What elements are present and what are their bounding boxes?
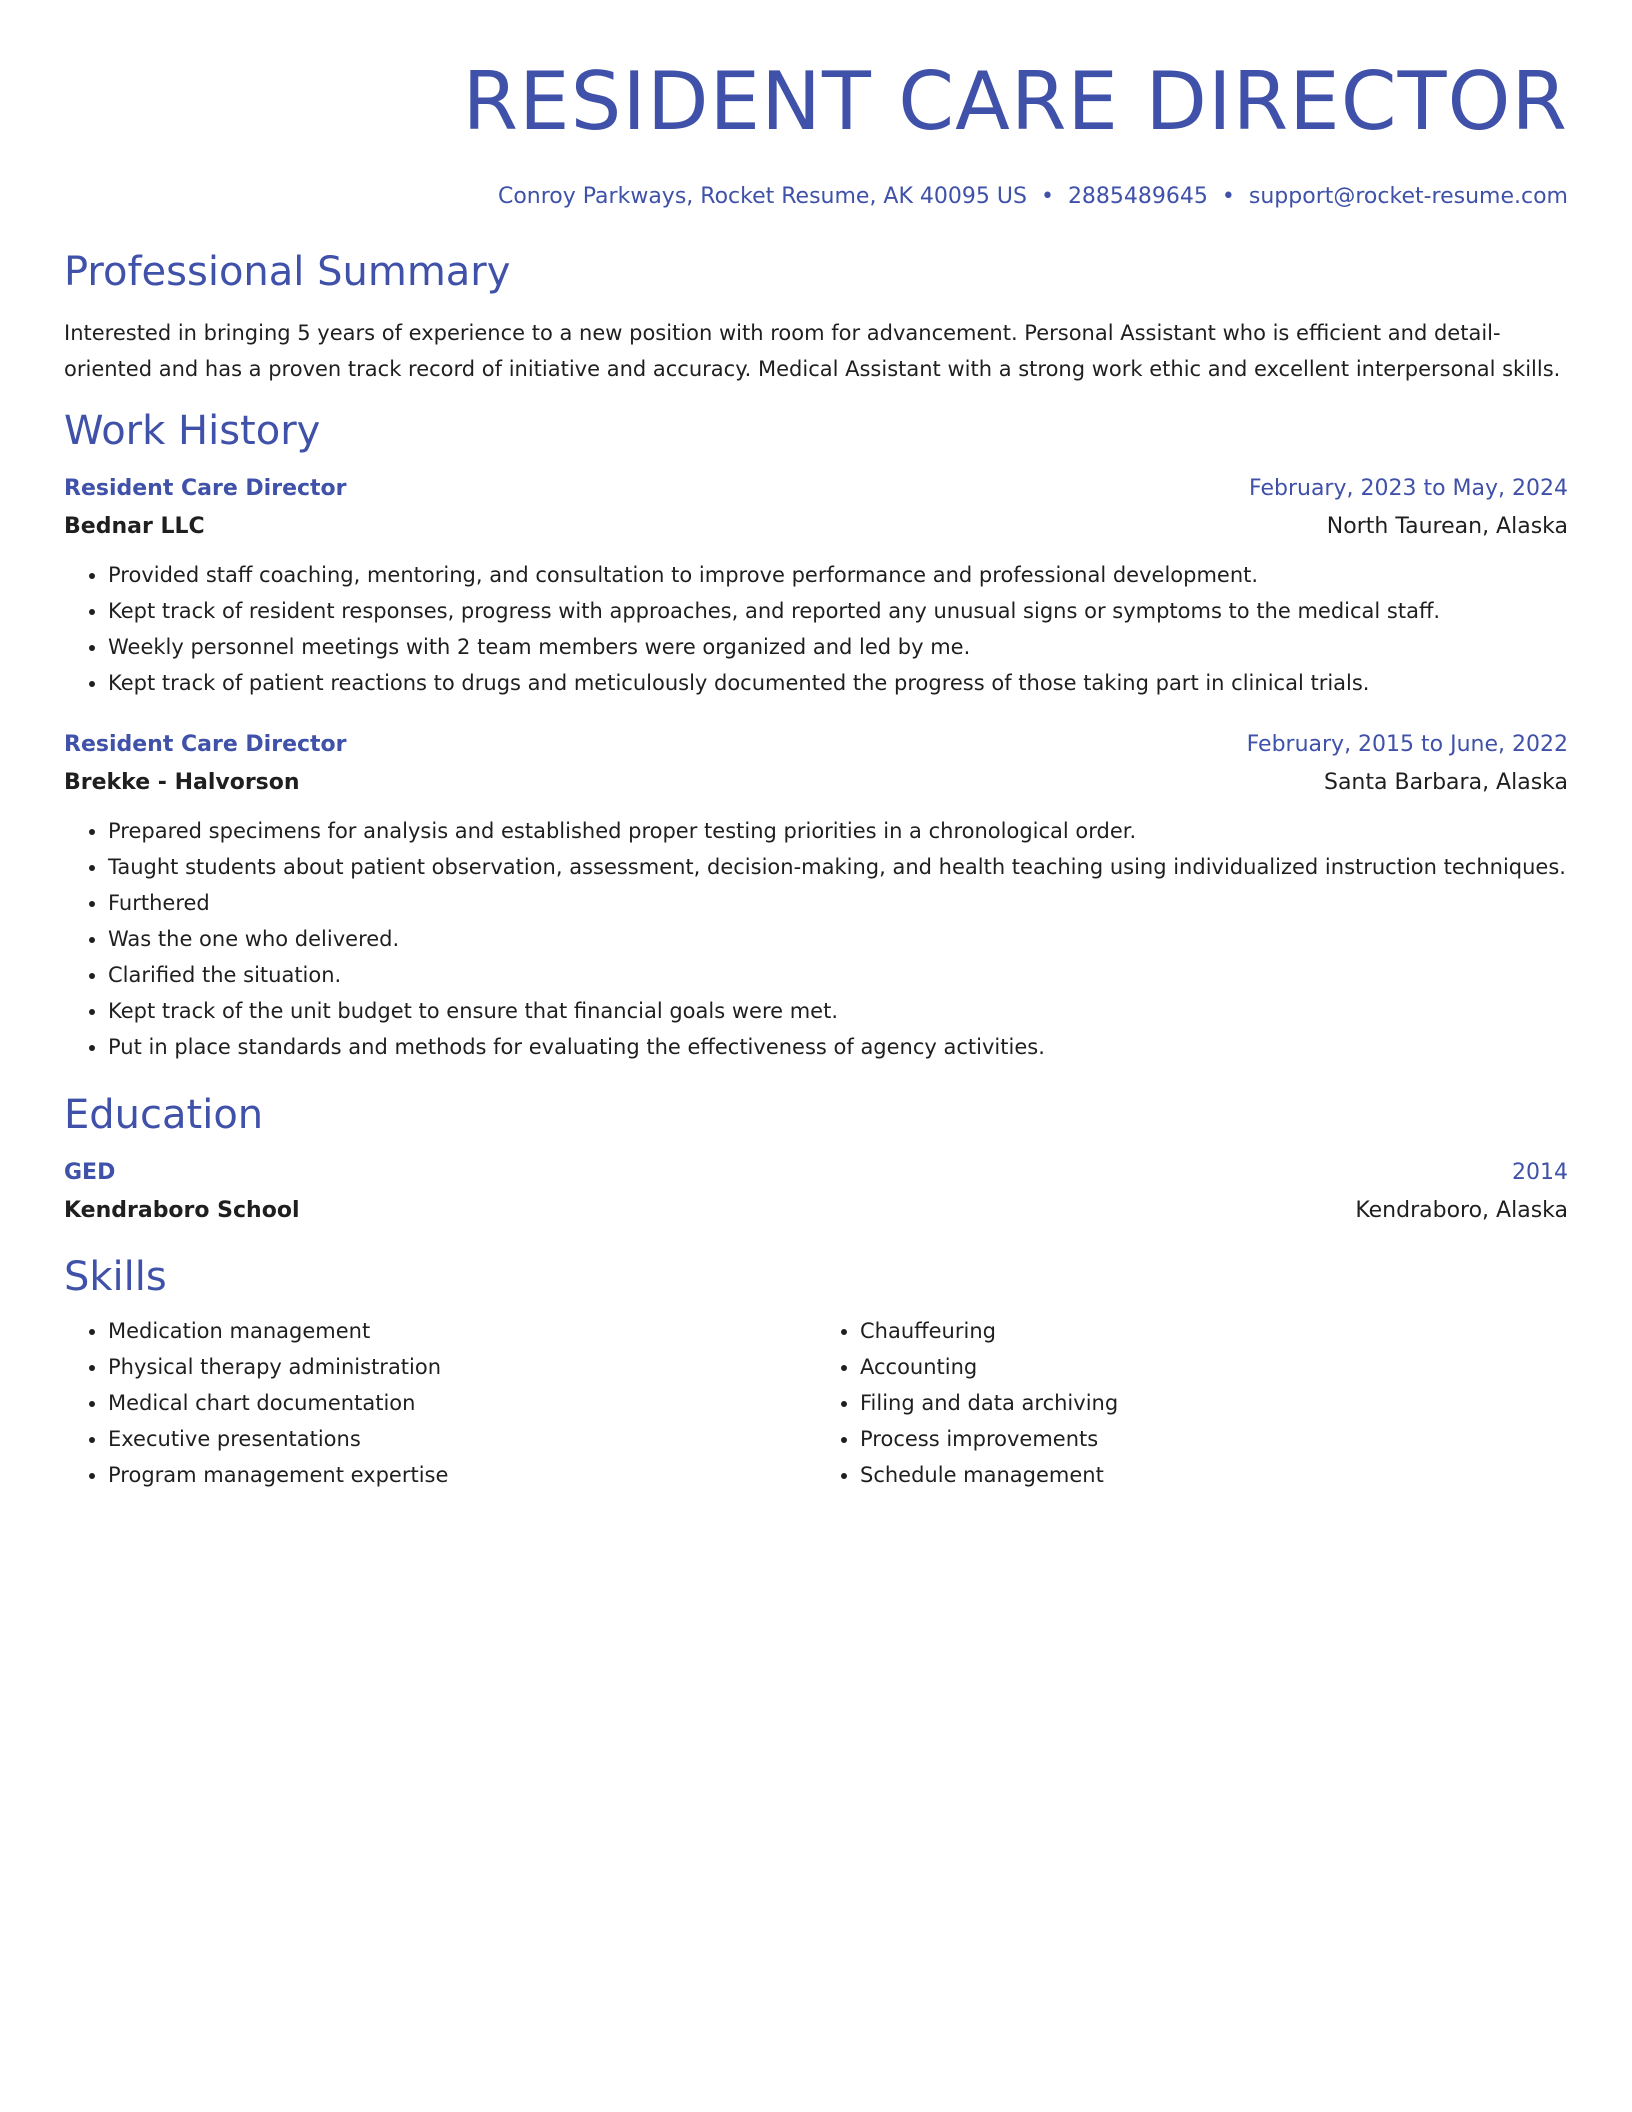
skill-item: • Medical chart documentation bbox=[108, 1385, 816, 1421]
job-entry bbox=[64, 471, 1568, 701]
skill-item: • Schedule management bbox=[860, 1457, 1568, 1493]
skills-heading: Skills bbox=[64, 1254, 167, 1300]
education-location: Kendraboro, Alaska bbox=[1355, 1198, 1568, 1223]
education-school: Kendraboro School bbox=[64, 1198, 300, 1223]
job-title: Resident Care Director bbox=[64, 732, 347, 757]
job-bullet: • Kept track of the unit budget to ensure that financial goals were met. bbox=[108, 993, 1568, 1029]
job-bullet: • Furthered bbox=[108, 885, 1568, 921]
job-bullet: • Put in place standards and methods for evaluating the effectiveness of agency activities. bbox=[108, 1029, 1568, 1065]
skills-column-right bbox=[816, 1313, 1568, 1493]
job-bullet: • Weekly personnel meetings with 2 team members were organized and led by me. bbox=[108, 629, 1568, 665]
skill-item: • Accounting bbox=[860, 1349, 1568, 1385]
job-bullet: • Kept track of resident responses, progress with approaches, and reported any unusual signs or symptoms to the medical staff. bbox=[108, 593, 1568, 629]
education-year: 2014 bbox=[1512, 1160, 1568, 1185]
job-location: Santa Barbara, Alaska bbox=[1323, 770, 1568, 795]
skill-item: • Physical therapy administration bbox=[108, 1349, 816, 1385]
job-bullets bbox=[64, 813, 1568, 1065]
contact-separator: • bbox=[1040, 184, 1054, 209]
education-degree: GED bbox=[64, 1160, 116, 1185]
job-bullet: • Provided staff coaching, mentoring, and consultation to improve performance and professional development. bbox=[108, 557, 1568, 593]
contact-address: Conroy Parkways, Rocket Resume, AK 40095 US bbox=[497, 184, 1027, 209]
work-history-heading: Work History bbox=[64, 408, 321, 454]
skill-item: • Process improvements bbox=[860, 1421, 1568, 1457]
contact-phone: 2885489645 bbox=[1067, 184, 1208, 209]
job-bullet: • Taught students about patient observation, assessment, decision-making, and health teaching using individualized instruction techniques. bbox=[108, 849, 1568, 885]
job-company: Brekke - Halvorson bbox=[64, 770, 300, 795]
job-dates: February, 2015 to June, 2022 bbox=[1246, 732, 1568, 757]
skill-item: • Filing and data archiving bbox=[860, 1385, 1568, 1421]
skill-item: • Program management expertise bbox=[108, 1457, 816, 1493]
job-bullet: • Was the one who delivered. bbox=[108, 921, 1568, 957]
education-heading: Education bbox=[64, 1092, 264, 1138]
job-bullet: • Prepared specimens for analysis and established proper testing priorities in a chronological order. bbox=[108, 813, 1568, 849]
skill-item: • Chauffeuring bbox=[860, 1313, 1568, 1349]
job-company: Bednar LLC bbox=[64, 514, 205, 539]
job-bullets bbox=[64, 557, 1568, 701]
skills-column-left bbox=[64, 1313, 816, 1493]
summary-heading: Professional Summary bbox=[64, 249, 511, 295]
job-bullet: • Clarified the situation. bbox=[108, 957, 1568, 993]
education-entry bbox=[64, 1155, 1568, 1231]
job-entry bbox=[64, 727, 1568, 1065]
skill-item: • Executive presentations bbox=[108, 1421, 816, 1457]
contact-line bbox=[64, 182, 1568, 212]
skill-item: • Medication management bbox=[108, 1313, 816, 1349]
resume-title: RESIDENT CARE DIRECTOR bbox=[462, 55, 1568, 148]
contact-separator: • bbox=[1221, 184, 1235, 209]
skills-list bbox=[64, 1313, 1568, 1493]
job-bullet: • Kept track of patient reactions to drugs and meticulously documented the progress of those taking part in clinical trials. bbox=[108, 665, 1568, 701]
job-title: Resident Care Director bbox=[64, 476, 347, 501]
summary-text: Interested in bringing 5 years of experience to a new position with room for advancement. Personal Assistant who is efficient and detail-oriented and has a proven track record of initiative and accuracy. Medical Assistant with a strong work ethic and excellent interpersonal skills. bbox=[64, 321, 1561, 381]
job-location: North Taurean, Alaska bbox=[1326, 514, 1568, 539]
job-dates: February, 2023 to May, 2024 bbox=[1249, 476, 1568, 501]
contact-email[interactable]: support@rocket-resume.com bbox=[1248, 184, 1568, 209]
